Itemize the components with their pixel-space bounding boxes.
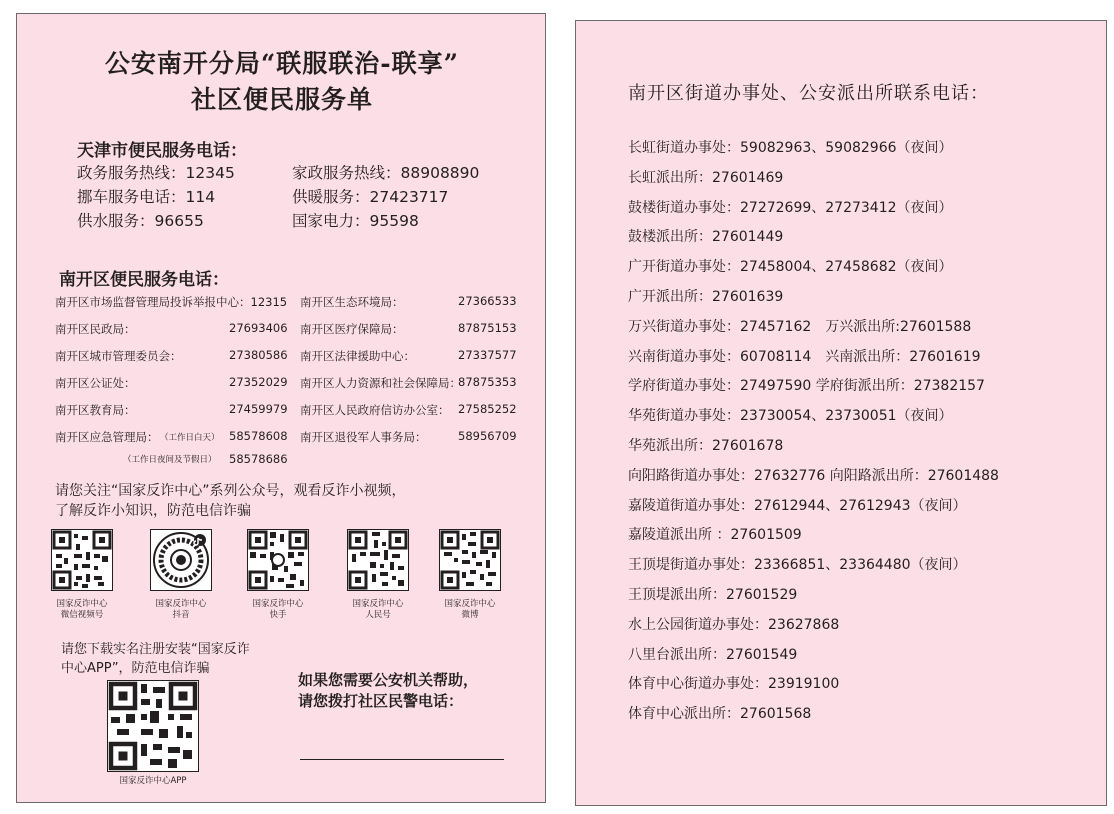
- district-directory-number: 58956709: [458, 429, 517, 443]
- police-help-line2: 请您拨打社区民警电话：: [298, 692, 464, 710]
- city-item: 政务服务热线：12345: [77, 164, 235, 182]
- district-directory-label: 南开区城市管理委员会：: [55, 349, 182, 363]
- qr-caption: [136, 599, 226, 621]
- district-directory-label: 南开区民政局：: [55, 322, 136, 336]
- district-directory-label: 南开区教育局：: [55, 403, 136, 417]
- district-directory-label: 南开区公证处：: [55, 376, 136, 390]
- contact-list-item: 长虹街道办事处：59082963、59082966（夜间）: [628, 140, 953, 156]
- qr-caption-line2: 微博: [461, 610, 479, 620]
- app-download-notice-line1: 请您下载实名注册安装“国家反诈: [61, 642, 250, 657]
- sheet-title-line2: 社区便民服务单: [190, 85, 373, 114]
- qr-caption: [37, 599, 127, 621]
- district-directory-label: 南开区生态环境局：: [300, 295, 404, 309]
- qr-caption-line1: 国家反诈中心: [56, 599, 108, 609]
- contact-list-item: 水上公园街道办事处：23627868: [628, 616, 840, 633]
- district-directory-note: （工作日白天）: [160, 433, 220, 443]
- contact-list-item: 广开派出所：27601639: [628, 289, 784, 305]
- contact-list-item: 长虹派出所：27601469: [628, 169, 784, 186]
- qr-code-douyin: [150, 529, 212, 591]
- qr-code-app: [107, 680, 199, 772]
- qr-caption: [425, 599, 515, 621]
- contact-list-item: 万兴街道办事处：27457162 万兴派出所:27601588: [628, 318, 972, 335]
- contacts-title: 南开区街道办事处、公安派出所联系电话：: [628, 83, 989, 104]
- contact-list-item: 兴南街道办事处：60708114 兴南派出所：27601619: [628, 348, 981, 365]
- qr-code-kuaishou: [247, 529, 309, 591]
- qr-caption-line1: 国家反诈中心: [252, 599, 304, 609]
- app-download-notice-line2: 中心APP”，防范电信诈骗: [61, 661, 210, 676]
- community-service-sheet: [16, 13, 546, 803]
- city-item: 国家电力：95598: [292, 212, 419, 230]
- qr-code-renminhao: [347, 529, 409, 591]
- contact-list-item: 王顶堤派出所：27601529: [628, 587, 798, 603]
- contact-list-item: 学府街道办事处：27497590 学府街派出所：27382157: [628, 378, 985, 395]
- contact-list-item: 鼓楼街道办事处：27272699、27273412（夜间）: [628, 199, 953, 216]
- qr-caption-line2: 人民号: [365, 610, 391, 620]
- district-directory-number: 27380586: [229, 348, 288, 362]
- qr-caption: [333, 599, 423, 621]
- district-directory-label: 南开区人民政府信访办公室：: [300, 403, 450, 417]
- district-directory-label: 南开区市场监督管理局投诉举报中心：12315: [55, 295, 288, 309]
- phone-number-write-line: [300, 759, 504, 760]
- antifraud-notice-line1: 请您关注“国家反诈中心”系列公众号，观看反诈小视频，: [55, 483, 406, 499]
- sheet-title-line1: 公安南开分局“联服联治-联享”: [104, 49, 460, 78]
- city-item: 挪车服务电话：114: [77, 188, 216, 206]
- antifraud-notice-line2: 了解反诈小知识，防范电信诈骗: [55, 503, 251, 519]
- district-directory-number: 87875353: [458, 375, 517, 389]
- district-heading: 南开区便民服务电话：: [59, 270, 229, 290]
- city-item: 供暖服务：27423717: [292, 188, 449, 206]
- qr-caption-line1: 国家反诈中心: [444, 599, 496, 609]
- street-office-contacts: [575, 20, 1107, 806]
- district-directory-label: 南开区医疗保障局：: [300, 322, 404, 336]
- contact-list-item: 华苑派出所：27601678: [628, 438, 784, 454]
- district-directory-number: 27366533: [458, 294, 517, 308]
- district-directory-label: 南开区应急管理局：: [55, 430, 159, 444]
- contact-list-item: 王顶堤街道办事处：23366851、23364480（夜间）: [628, 557, 967, 574]
- district-directory-number: 58578608: [229, 429, 288, 443]
- qr-code-wechat-channel: [51, 529, 113, 591]
- district-directory-label: 南开区退役军人事务局：: [300, 430, 427, 444]
- qr-caption-line2: 抖音: [172, 610, 190, 620]
- qr-caption: [233, 599, 323, 621]
- district-directory-number: 27693406: [229, 321, 288, 335]
- contact-list-item: 鼓楼派出所：27601449: [628, 229, 784, 246]
- contact-list-item: 华苑街道办事处：23730054、23730051（夜间）: [628, 408, 953, 425]
- district-directory-number: 27585252: [458, 402, 517, 416]
- qr-caption-line1: 国家反诈中心: [155, 599, 207, 609]
- contact-list-item: 体育中心街道办事处：23919100: [628, 676, 840, 693]
- contact-list-item: 广开街道办事处：27458004、27458682（夜间）: [628, 259, 953, 276]
- district-directory-label: 南开区法律援助中心：: [300, 349, 415, 363]
- police-help-line1: 如果您需要公安机关帮助，: [298, 671, 479, 689]
- qr-caption-app: 国家反诈中心APP: [119, 776, 187, 786]
- district-directory-number: 58578686: [229, 452, 288, 466]
- district-directory-note: （工作日夜间及节假日）: [123, 455, 217, 465]
- contact-list-item: 向阳路街道办事处：27632776 向阳路派出所：27601488: [628, 467, 999, 484]
- district-directory-number: 27459979: [229, 402, 288, 416]
- city-item: 家政服务热线：88908890: [292, 164, 480, 182]
- district-directory-label: 南开区人力资源和社会保障局：: [300, 376, 461, 390]
- contact-list-item: 八里台派出所：27601549: [628, 646, 798, 663]
- district-directory-number: 27337577: [458, 348, 517, 362]
- contact-list-item: 体育中心派出所：27601568: [628, 706, 812, 723]
- contact-list-item: 嘉陵道街道办事处：27612944、27612943（夜间）: [628, 497, 967, 514]
- city-heading: 天津市便民服务电话：: [77, 141, 247, 161]
- district-directory-number: 87875153: [458, 321, 517, 335]
- qr-code-weibo: [439, 529, 501, 591]
- qr-caption-line1: 国家反诈中心: [352, 599, 404, 609]
- qr-caption-line2: 快手: [269, 610, 287, 620]
- city-item: 供水服务：96655: [77, 212, 204, 230]
- district-directory-number: 27352029: [229, 375, 288, 389]
- contact-list-item: 嘉陵道派出所 ：27601509: [628, 527, 802, 544]
- qr-caption-line2: 微信视频号: [60, 610, 104, 620]
